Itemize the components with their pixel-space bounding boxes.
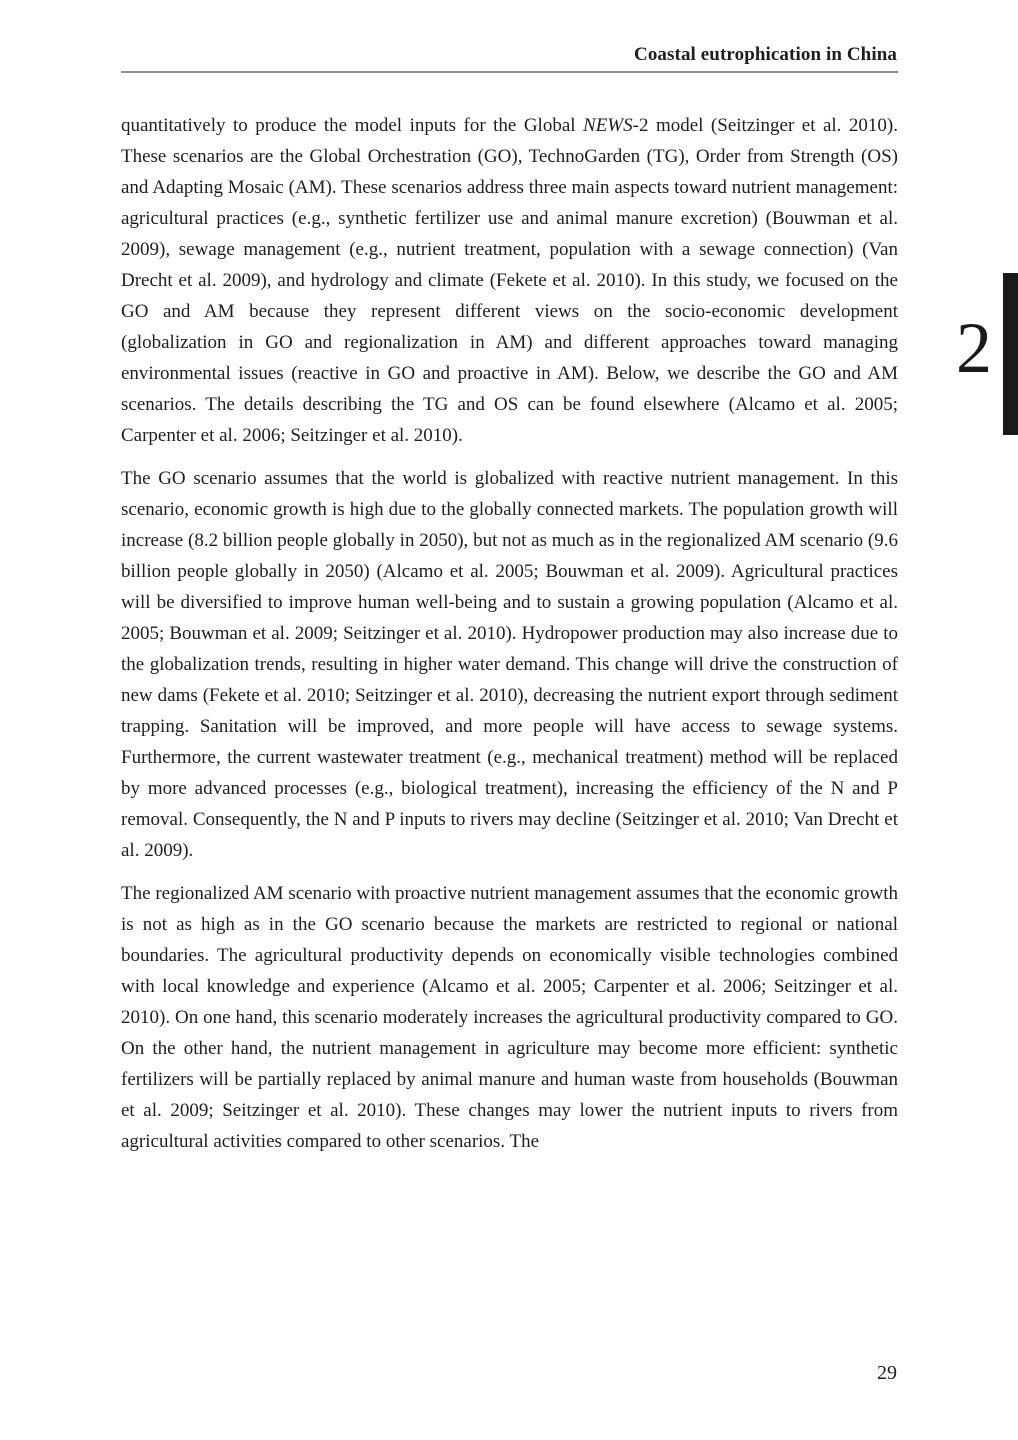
header-rule xyxy=(121,71,898,73)
text-run: quantitatively to produce the model inputs for the Global xyxy=(121,115,584,136)
body-text xyxy=(121,110,898,1169)
page-number: 29 xyxy=(877,1362,897,1384)
paragraphs xyxy=(121,110,898,1157)
italic-text-run: NEWS xyxy=(583,115,633,136)
text-run: The regionalized AM scenario with proactive nutrient management assumes that the economic growth is not as high as in the GO scenario because the markets are restricted to regional or national boundaries. The agricultural productivity depends on economically visible technologies combined with local knowledge and experience (Alcamo et al. 2005; Carpenter et al. 2006; Seitzinger et al. 2010). On one hand, this scenario moderately increases the agricultural productivity compared to GO. On the other hand, the nutrient management in agriculture may become more efficient: synthetic fertilizers will be partially replaced by animal manure and human waste from households (Bouwman et al. 2009; Seitzinger et al. 2010). These changes may lower the nutrient inputs to rivers from agricultural activities compared to other scenarios. The xyxy=(121,883,898,1152)
text-run: The GO scenario assumes that the world is globalized with reactive nutrient management. In this scenario, economic growth is high due to the globally connected markets. The population growth will increase (8.2 billion people globally in 2050), but not as much as in the regionalized AM scenario (9.6 billion people globally in 2050) (Alcamo et al. 2005; Bouwman et al. 2009). Agricultural practices will be diversified to improve human well-being and to sustain a growing population (Alcamo et al. 2005; Bouwman et al. 2009; Seitzinger et al. 2010). Hydropower production may also increase due to the globalization trends, resulting in higher water demand. This change will drive the construction of new dams (Fekete et al. 2010; Seitzinger et al. 2010), decreasing the nutrient export through sediment trapping. Sanitation will be improved, and more people will have access to sewage systems. Furthermore, the current wastewater treatment (e.g., mechanical treatment) method will be replaced by more advanced processes (e.g., biological treatment), increasing the efficiency of the N and P removal. Consequently, the N and P inputs to rivers may decline (Seitzinger et al. 2010; Van Drecht et al. 2009). xyxy=(121,468,898,861)
paragraph xyxy=(121,110,898,451)
paragraph xyxy=(121,463,898,866)
chapter-tab-bar xyxy=(1003,273,1018,435)
chapter-number: 2 xyxy=(956,308,992,388)
paragraph xyxy=(121,878,898,1157)
running-head: Coastal eutrophication in China xyxy=(634,44,897,65)
text-run: -2 model (Seitzinger et al. 2010). These scenarios are the Global Orchestration (GO), TechnoGarden (TG), Order from Strength (OS) and Adapting Mosaic (AM). These scenarios address three main aspects toward nutrient management: agricultural practices (e.g., synthetic fertilizer use and animal manure excretion) (Bouwman et al. 2009), sewage management (e.g., nutrient treatment, population with a sewage connection) (Van Drecht et al. 2009), and hydrology and climate (Fekete et al. 2010). In this study, we focused on the GO and AM because they represent different views on the socio-economic development (globalization in GO and regionalization in AM) and different approaches toward managing environmental issues (reactive in GO and proactive in AM). Below, we describe the GO and AM scenarios. The details describing the TG and OS can be found elsewhere (Alcamo et al. 2005; Carpenter et al. 2006; Seitzinger et al. 2010). xyxy=(121,115,898,446)
